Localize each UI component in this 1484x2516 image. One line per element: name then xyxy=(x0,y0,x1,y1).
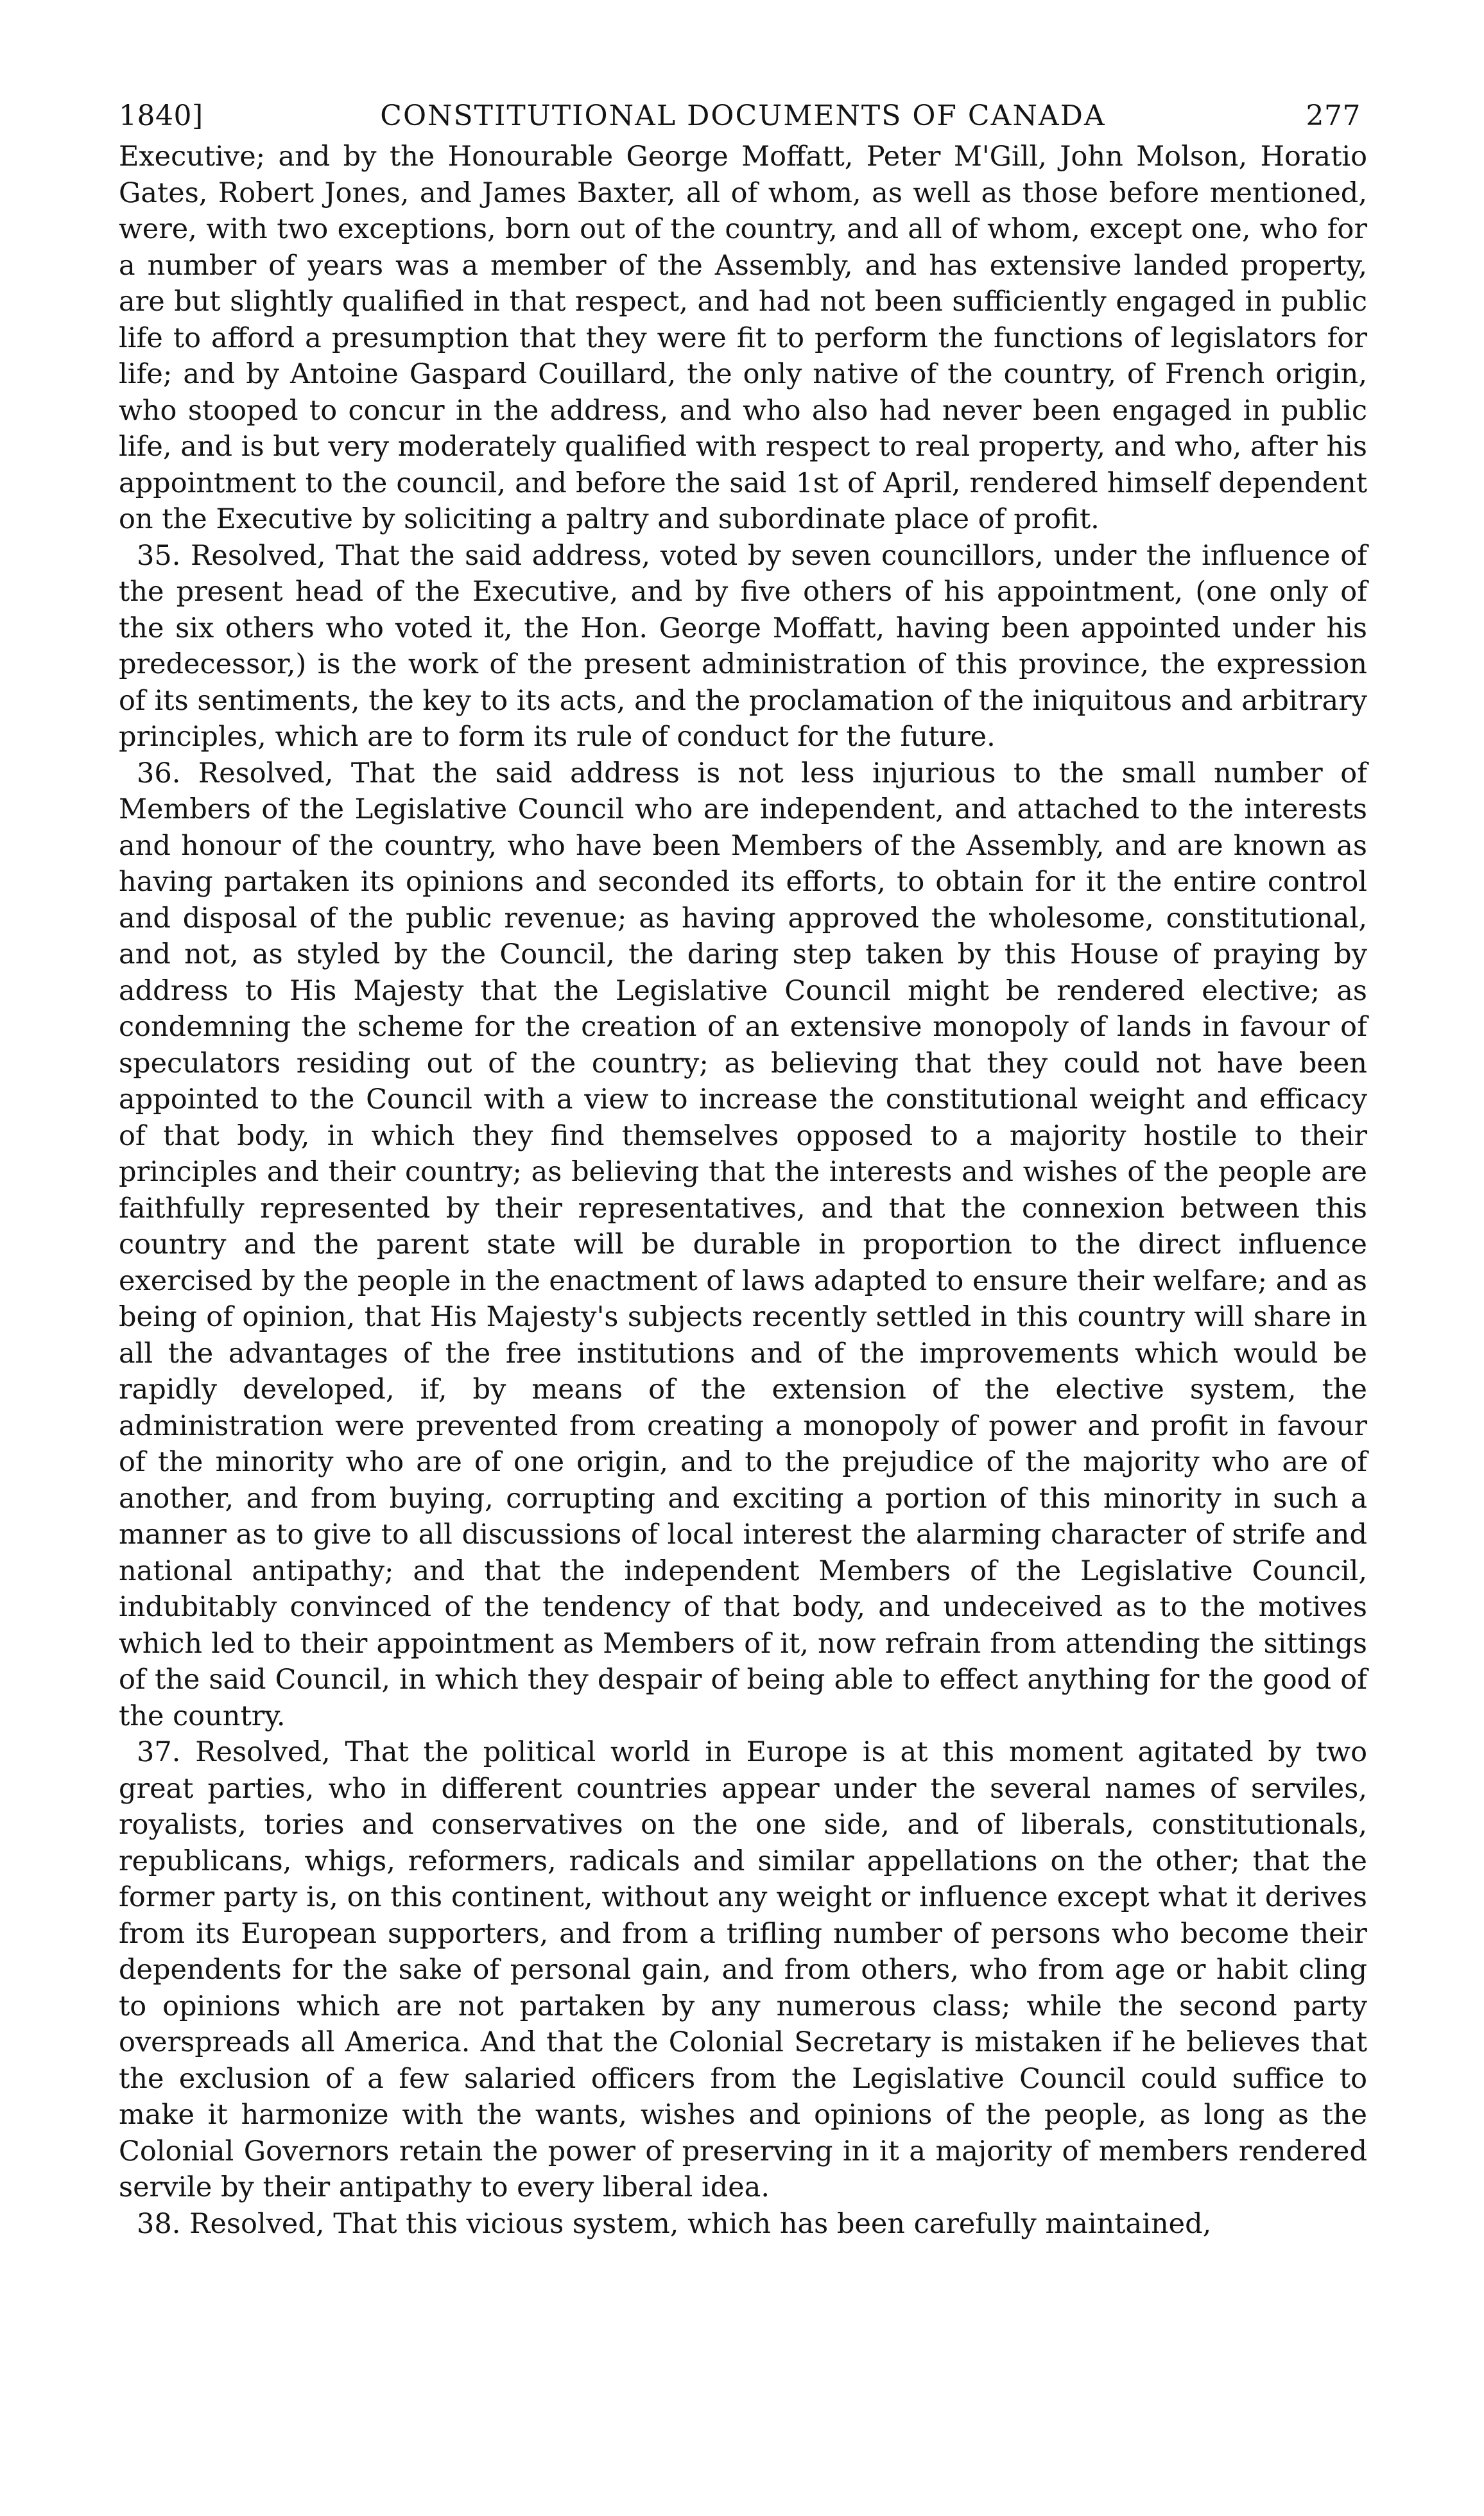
resolution-number: 35. xyxy=(137,539,181,572)
paragraph-text: Executive; and by the Honourable George Moffatt, Peter M'Gill, John Molson, Horatio Gates, Robert Jones, and James Baxter, all of whom, as well as those before mentioned, were, with two exceptions, born out of the country, and all of whom, except one, who for a number of years was a member of the Assembly, and has extensive landed property, are but slightly qualified in that respect, and had not been sufficiently engaged in public life to afford a presumption that they were fit to perform the functions of legislators for life; and by Antoine Gaspard Couillard, the only native of the country, of French origin, who stooped to concur in the address, and who also had never been engaged in public life, and is but very moderately qualified with respect to real property, and who, after his appointment to the council, and before the said 1st of April, rendered himself dependent on the Executive by soliciting a paltry and subordinate place of profit. xyxy=(119,141,1367,535)
paragraph-text: Resolved, That the said address, voted by seven councillors, under the influence of the present head of the Executive, and by five others of his appointment, (one only of the six others who voted it, the Hon. George Moffatt, having been appointed under his predecessor,) is the work of the present administration of this province, the expression of its sentiments, the key to its acts, and the proclamation of the iniquitous and arbitrary principles, which are to form its rule of conduct for the future. xyxy=(119,539,1367,753)
resolution-37 xyxy=(119,1734,1367,2206)
paragraph-text: Resolved, That the said address is not less injurious to the small number of Members of the Legislative Council who are independent, and attached to the interests and honour of the country, who have been Members of the Assembly, and are known as having partaken its opinions and seconded its efforts, to obtain for it the entire control and disposal of the public revenue; as having approved the wholesome, constitutional, and not, as styled by the Council, the daring step taken by this House of praying by address to His Majesty that the Legislative Council might be rendered elective; as condemning the scheme for the creation of an extensive monopoly of lands in favour of speculators residing out of the country; as believing that they could not have been appointed to the Council with a view to increase the constitutional weight and efficacy of that body, in which they find themselves opposed to a majority hostile to their principles and their country; as believing that the interests and wishes of the people are faithfully represented by their representatives, and that the connexion between this country and the parent state will be durable in proportion to the direct influence exercised by the people in the enactment of laws adapted to ensure their welfare; and as being of opinion, that His Majesty's subjects recently settled in this country will share in all the advantages of the free institutions and of the improvements which would be rapidly developed, if, by means of the extension of the elective system, the administration were prevented from creating a monopoly of power and profit in favour of the minority who are of one origin, and to the prejudice of the majority who are of another, and from buying, corrupting and exciting a portion of this minority in such a manner as to give to all discussions of local interest the alarming character of strife and national antipathy; and that the independent Members of the Legislative Council, indubitably convinced of the tendency of that body, and undeceived as to the motives which led to their appointment as Members of it, now refrain from attending the sittings of the said Council, in which they despair of being able to effect anything for the good of the country. xyxy=(119,757,1367,1732)
resolution-number: 37. xyxy=(137,1736,181,1768)
resolution-number: 38. xyxy=(137,2207,181,2240)
document-page xyxy=(119,96,1367,2242)
paragraph-text: Resolved, That this vicious system, which has been carefully maintained, xyxy=(189,2207,1212,2240)
running-head xyxy=(119,96,1367,136)
resolution-number: 36. xyxy=(137,757,181,789)
header-title: CONSTITUTIONAL DOCUMENTS OF CANADA xyxy=(380,99,1106,132)
paragraph-continuation xyxy=(119,139,1367,538)
body-text xyxy=(119,139,1367,2242)
paragraph-text: Resolved, That the political world in Europe is at this moment agitated by two great parties, who in different countries appear under the several names of serviles, royalists, tories and conservatives on the one side, and of liberals, constitutionals, republicans, whigs, reformers, radicals and similar appellations on the other; that the former party is, on this continent, without any weight or influence except what it derives from its European supporters, and from a trifling number of persons who become their dependents for the sake of personal gain, and from others, who from age or habit cling to opinions which are not partaken by any numerous class; while the second party overspreads all America. And that the Colonial Secretary is mistaken if he believes that the exclusion of a few salaried officers from the Legislative Council could suffice to make it harmonize with the wants, wishes and opinions of the people, as long as the Colonial Governors retain the power of preserving in it a majority of members rendered servile by their antipathy to every liberal idea. xyxy=(119,1736,1367,2203)
resolution-36 xyxy=(119,755,1367,1735)
resolution-35 xyxy=(119,538,1367,755)
resolution-38 xyxy=(119,2206,1367,2243)
header-year: 1840] xyxy=(119,99,203,132)
page-number: 277 xyxy=(1306,99,1361,132)
